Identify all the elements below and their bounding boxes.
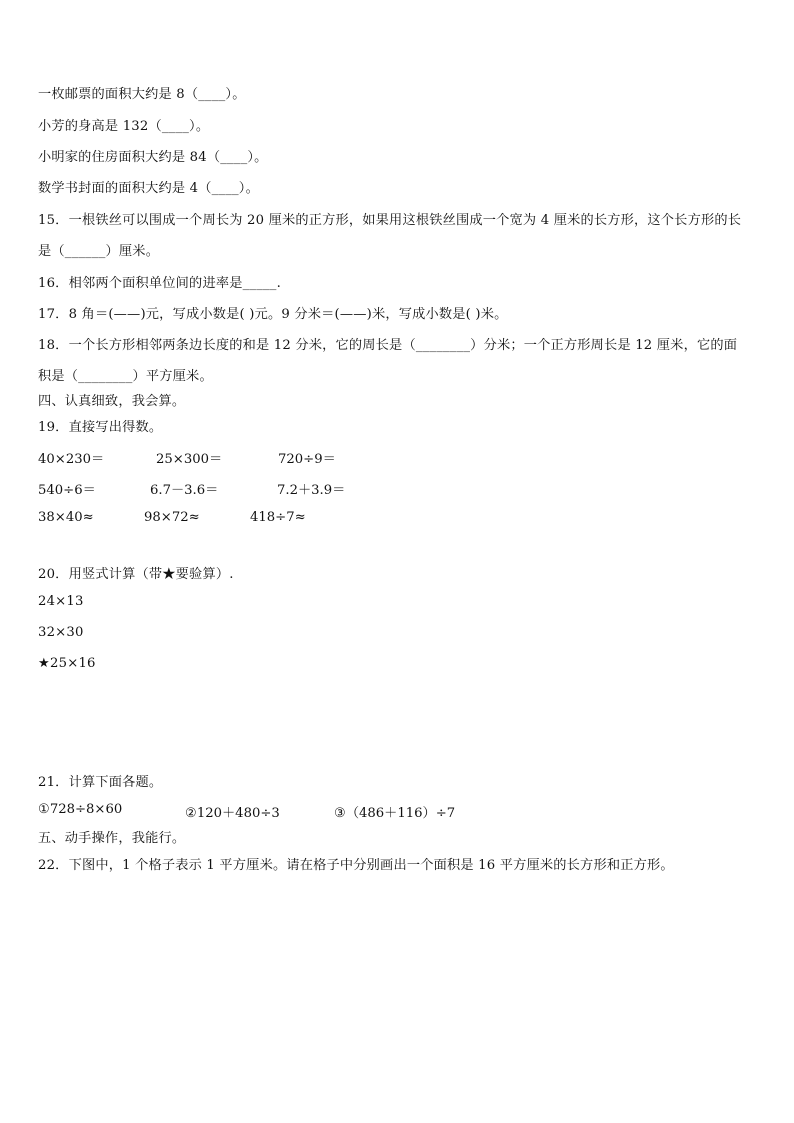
q21-item: ②120＋480÷3 [185, 806, 280, 821]
q19-expr: 6.7－3.6＝ [150, 483, 219, 498]
question-19: 19．直接写出得数。 [38, 420, 163, 435]
q21-item: ①728÷8×60 [38, 802, 123, 817]
q20-item-3: ★25×16 [38, 656, 96, 671]
section-4-heading: 四、认真细致，我会算。 [38, 394, 186, 409]
question-16: 16．相邻两个面积单位间的进率是_____. [38, 276, 281, 291]
q19-expr: 418÷7≈ [250, 510, 306, 525]
question-15-line1: 15．一根铁丝可以围成一个周长为 20 厘米的正方形，如果用这根铁丝围成一个宽为 4 厘米的长方形，这个长方形的长 [38, 213, 742, 228]
q19-expr: 25×300＝ [156, 452, 223, 467]
question-18-line1: 18．一个长方形相邻两条边长度的和是 12 分米，它的周长是（________）分米；一个正方形周长是 12 厘米，它的面 [38, 338, 738, 353]
q19-expr: 540÷6＝ [38, 483, 96, 498]
q21-item: ③（486＋116）÷7 [334, 806, 456, 821]
item-house-area: 小明家的住房面积大约是 84（____）。 [38, 150, 268, 165]
q19-expr: 7.2＋3.9＝ [277, 483, 346, 498]
item-height: 小芳的身高是 132（____）。 [38, 119, 210, 134]
item-stamp-area: 一枚邮票的面积大约是 8（____）。 [38, 87, 246, 102]
q19-expr: 98×72≈ [144, 510, 200, 525]
question-17: 17．8 角＝(——)元，写成小数是( )元。9 分米＝(——)米，写成小数是( )米。 [38, 307, 508, 322]
q19-expr: 40×230＝ [38, 452, 105, 467]
item-book-cover-area: 数学书封面的面积大约是 4（____）。 [38, 181, 259, 196]
question-15-line2: 是（______）厘米。 [38, 244, 160, 259]
question-18-line2: 积是（________）平方厘米。 [38, 369, 213, 384]
question-21: 21．计算下面各题。 [38, 775, 163, 790]
question-20: 20．用竖式计算（带★要验算）. [38, 567, 234, 582]
q20-item-1: 24×13 [38, 594, 84, 609]
q19-expr: 720÷9＝ [278, 452, 336, 467]
question-22: 22．下图中，1 个格子表示 1 平方厘米。请在格子中分别画出一个面积是 16 平方厘米的长方形和正方形。 [38, 858, 674, 873]
section-5-heading: 五、动手操作，我能行。 [38, 831, 186, 846]
q20-item-2: 32×30 [38, 625, 84, 640]
q19-expr: 38×40≈ [38, 510, 94, 525]
